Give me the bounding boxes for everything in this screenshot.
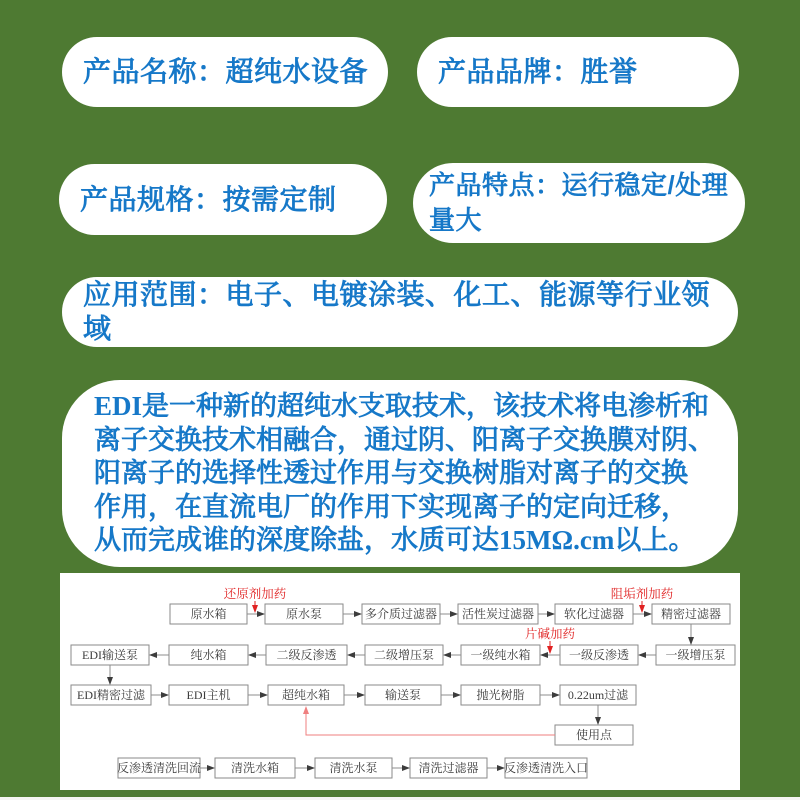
flow-box-label: EDI输送泵 <box>82 648 138 662</box>
product-brand-pill <box>417 37 739 107</box>
edi-description-paragraph <box>62 380 738 558</box>
product-brand-text: 产品品牌：胜誉 <box>438 56 638 87</box>
flow-box-label: EDI精密过滤 <box>77 688 145 702</box>
flow-box-label: 二级增压泵 <box>373 648 435 662</box>
edi-description-line-1: EDI是一种新的超纯水支取技术，该技术将电渗析和 <box>94 391 710 421</box>
flow-box-label: 多介质过滤器 <box>364 607 438 621</box>
product-feature-pill <box>413 163 745 243</box>
flow-box-label: 0.22um过滤 <box>567 688 629 702</box>
flow-box-label: 纯水箱 <box>190 648 227 662</box>
edi-description-blob <box>62 380 738 567</box>
product-spec-pill <box>59 164 387 235</box>
process-flowchart-panel <box>60 573 740 790</box>
flow-box-label: 超纯水箱 <box>281 688 331 702</box>
return-line-use-point-to-tank <box>306 707 555 735</box>
application-scope-text: 应用范围：电子、电镀涂装、化工、能源等行业领域 <box>83 279 711 344</box>
edi-description-line-3: 阳离子的选择性透过作用与交换树脂对离子的交换 <box>94 458 688 488</box>
flow-box-label: 一级反渗透 <box>568 648 630 662</box>
flow-box-label: 反渗透清洗入口 <box>503 761 589 775</box>
flow-box-label: 一级增压泵 <box>665 648 726 662</box>
flow-box-label: 二级反渗透 <box>276 648 337 662</box>
edi-description-line-2: 离子交换技术相融合，通过阴、阳离子交换膜对阴、 <box>94 424 715 455</box>
flow-box-label: 使用点 <box>575 728 613 742</box>
flow-box-label: 活性炭过滤器 <box>461 607 535 621</box>
edi-description-line-4: 作用，在直流电厂的作用下实现离子的定向迁移， <box>94 491 688 522</box>
process-flowchart <box>60 573 740 790</box>
flow-box-label: 输送泵 <box>384 688 422 702</box>
annotation-antiscalant-dosing: 阻垢剂加药 <box>610 587 674 601</box>
product-name-pill <box>62 37 388 107</box>
flow-box-label: 反渗透清洗回流 <box>116 761 202 775</box>
product-name-text: 产品名称：超纯水设备 <box>83 56 369 87</box>
flow-box-label: 一级纯水箱 <box>470 648 531 662</box>
flow-box-label: 精密过滤器 <box>660 607 722 621</box>
flow-box-label: 清洗水泵 <box>329 761 378 775</box>
annotation-caustic-dosing: 片碱加药 <box>524 627 576 641</box>
flow-box-label: 软化过滤器 <box>563 607 625 621</box>
annotation-reducer-dosing: 还原剂加药 <box>223 587 287 601</box>
flow-box-label: 原水箱 <box>190 607 227 621</box>
flow-box-label: 原水泵 <box>285 607 323 621</box>
flow-box-label: 清洗过滤器 <box>418 761 479 775</box>
edi-description-line-5: 从而完成谁的深度除盐，水质可达15MΩ.cm以上。 <box>94 525 696 555</box>
flow-box-label: EDI主机 <box>186 688 231 702</box>
flow-box-label: 清洗水箱 <box>230 761 280 775</box>
product-spec-text: 产品规格：按需定制 <box>80 183 337 215</box>
product-feature-text: 产品特点：运行稳定/处理量大 <box>429 170 729 235</box>
application-scope-pill <box>62 277 738 347</box>
flow-box-label: 抛光树脂 <box>476 688 525 702</box>
